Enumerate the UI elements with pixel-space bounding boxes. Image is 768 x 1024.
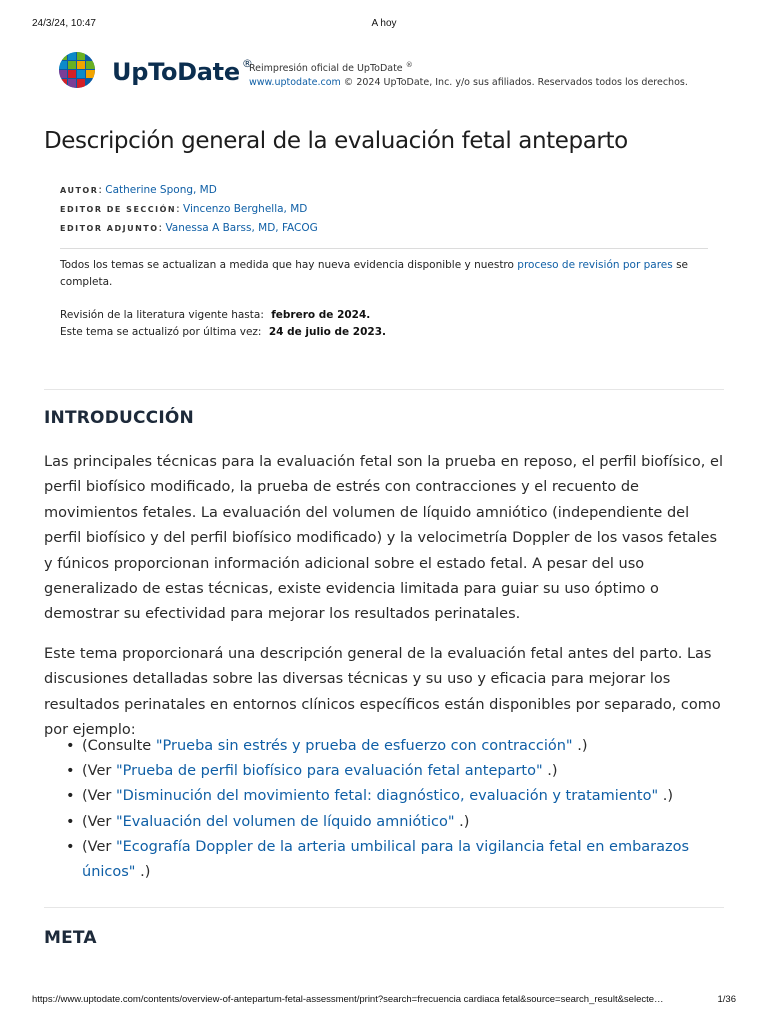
literature-review-info [60,307,386,341]
deputy-editor-role: EDITOR ADJUNTO [60,224,159,233]
logo-reg-mark: ® [241,57,253,70]
list-item [60,784,728,809]
intro-paragraph-2: Este tema proporcionará una descripción general de la evaluación fetal antes del parto. Las discusiones detalladas sobre las diversas técnicas y su uso y eficacia para mejorar los resultados perinatales en entornos clínicos específicos están disponibles por separado, como por ejemplo: [44,646,721,739]
ref-suffix: .) [572,738,588,754]
ref-prefix: (Consulte [82,738,156,754]
update-notice-end: se completa. [60,259,689,288]
last-updated-label: Este tema se actualizó por última vez: [60,326,262,338]
deputy-editor-link[interactable]: Vanessa A Barss, MD, FACOG [165,222,318,234]
section-editor-link[interactable]: Vincenzo Berghella, MD [183,203,308,215]
topic-link-nonstress-test[interactable]: "Prueba sin estrés y prueba de esfuerzo con contracción" [155,738,573,754]
ref-prefix: (Ver [82,813,116,830]
uptodate-logo-icon [58,50,98,92]
topic-link-fetal-movement[interactable]: "Disminución del movimiento fetal: diagnóstico, evaluación y tratamiento" [115,788,659,805]
ref-suffix: .) [135,864,151,881]
print-page-title: A hoy [371,18,397,29]
lit-review-row [60,307,386,324]
author-row [60,181,318,200]
topic-link-amniotic-fluid[interactable]: "Evaluación del volumen de líquido amniótico" [115,813,455,830]
author-list [60,181,318,238]
section-divider [44,389,724,390]
lit-review-label: Revisión de la literatura vigente hasta: [60,309,264,321]
intro-heading: INTRODUCCIÓN [44,408,194,428]
logo-name: UpToDate [112,58,240,86]
role-colon: : [98,184,102,196]
copyright-text: © 2024 UpToDate, Inc. y/o sus afiliados. Reservados todos los derechos. [340,77,688,89]
role-colon: : [158,222,163,234]
topic-link-biophysical-profile[interactable]: "Prueba de perfil biofísico para evaluación fetal anteparto" [115,763,543,780]
ref-suffix: .) [658,788,674,805]
role-colon: : [176,203,180,215]
author-link[interactable]: Catherine Spong, MD [105,184,217,196]
print-datetime: 24/3/24, 10:47 [32,18,96,29]
page-number: 1/36 [717,994,736,1005]
update-notice-text: Todos los temas se actualizan a medida que hay nueva evidencia disponible y nuestro [60,259,518,271]
topic-link-umbilical-doppler[interactable]: "Ecografía Doppler de la arteria umbilical para la vigilancia fetal en embarazos únicos" [82,838,690,881]
deputy-editor-row [60,219,318,238]
update-notice [60,257,708,291]
ref-prefix: (Ver [82,763,116,780]
list-item [60,734,728,759]
reprint-line: Reimpresión oficial de UpToDate [249,63,403,75]
peer-review-link[interactable]: proceso de revisión por pares [517,259,673,271]
ref-prefix: (Ver [82,838,116,855]
list-item [60,835,728,885]
uptodate-wordmark [112,58,253,86]
lit-review-date: febrero de 2024. [271,309,371,321]
ref-suffix: .) [542,763,558,780]
section-editor-role: EDITOR DE SECCIÓN [60,205,177,214]
ref-suffix: .) [454,813,470,830]
uptodate-site-link[interactable]: www.uptodate.com [249,77,341,89]
meta-heading: META [44,928,97,948]
header-divider [60,248,708,249]
last-updated-date: 24 de julio de 2023. [268,326,387,338]
ref-prefix: (Ver [82,788,116,805]
author-role: AUTOR [60,186,99,195]
list-item [60,759,728,784]
print-header [32,18,736,32]
print-url: https://www.uptodate.com/contents/overview-of-antepartum-fetal-assessment/print?search=frecuencia cardiaca fetal&source=search_result&selecte… [32,994,664,1005]
reprint-reg-mark: ® [405,61,413,69]
page-title: Descripción general de la evaluación fetal anteparto [44,128,628,154]
related-topics-list [60,734,728,885]
intro-paragraph-1: Las principales técnicas para la evaluación fetal son la prueba en reposo, el perfil biofísico, el perfil biofísico modificado, la prueba de estrés con contracciones y el recuento de movimientos fetales. La evaluación del volumen de líquido amniótico (independiente del perfil biofísico y del perfil biofísico modificado) y la velocimetría Doppler de los vasos fetales y fúnicos proporcionan información adicional sobre el estado fetal. A pesar del uso generalizado de estas técnicas, existe evidencia limitada para guiar su uso óptimo o demostrar su efectividad para mejorar los resultados perinatales. [44,454,723,623]
section-editor-row [60,200,318,219]
print-footer [32,994,736,1006]
reprint-notice [249,58,688,90]
list-item [60,810,728,835]
section-divider [44,907,724,908]
last-updated-row [60,324,386,341]
